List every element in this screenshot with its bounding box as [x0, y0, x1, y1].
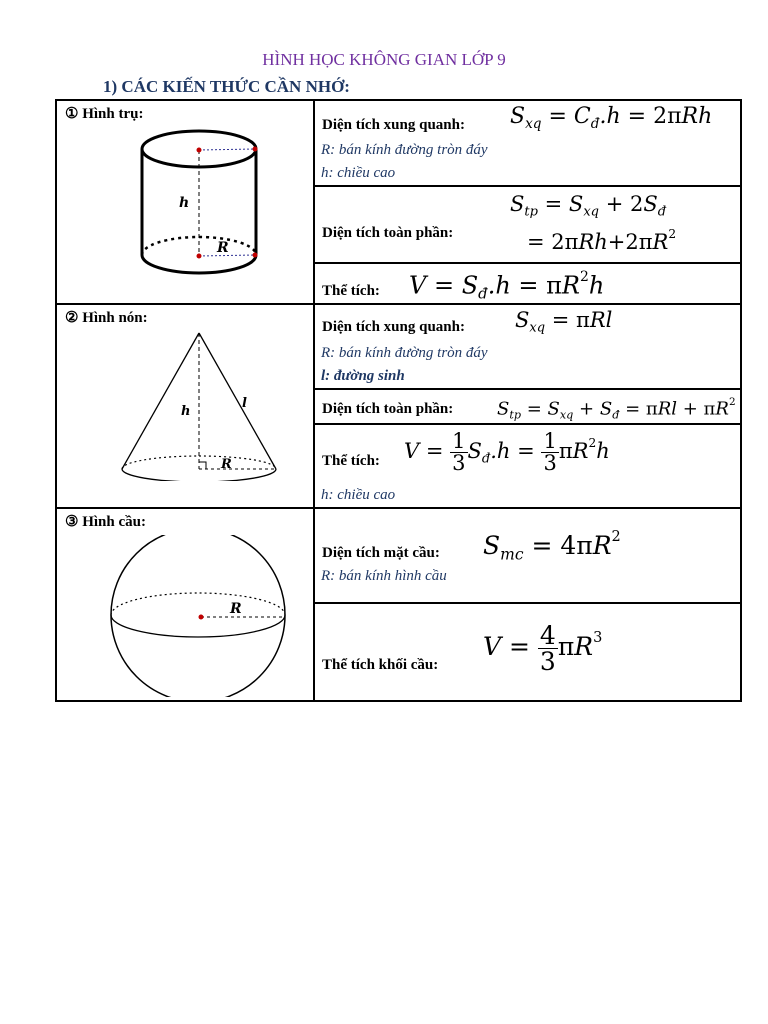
sphere-volume-formula: V = $\frac{4}{3}$ $\pi R^3$: [483, 621, 603, 676]
cylinder-total-formula-2: = $2\pi Rh+2\pi R^2$: [527, 227, 677, 254]
cone-volume-formula: V = $\frac{1}{3}$ $S_đ.h$ = $\frac{1}{3}$ $\pi R^2h$: [404, 429, 610, 475]
sphere-area-label: Diện tích mặt cầu:: [322, 545, 440, 561]
page-title: HÌNH HỌC KHÔNG GIAN LỚP 9: [262, 50, 506, 69]
sphere-figure: [108, 535, 288, 697]
sphere-heading: ③ Hình cầu:: [65, 514, 146, 530]
cone-total-formula: $S_{tp} = S_{xq} + S_đ = \pi Rl + \pi R^2$: [497, 396, 736, 422]
cylinder-volume-formula: $V = S_đ.h = \pi R^2h$: [409, 269, 605, 303]
cylinder-total-formula-1: $S_{tp} = S_{xq} + 2S_đ$: [510, 192, 667, 220]
formula-table: [55, 99, 742, 702]
column-divider: [313, 101, 315, 700]
cylinder-volume-label: Thể tích:: [322, 283, 380, 299]
cell-divider: [315, 388, 742, 390]
cone-lateral-label: Diện tích xung quanh:: [322, 319, 465, 335]
cone-heading: ② Hình nón:: [65, 310, 148, 326]
cylinder-heading: ① Hình trụ:: [65, 106, 144, 122]
cylinder-r-note: R: bán kính đường tròn đáy: [321, 142, 488, 158]
cone-h-note: h: chiều cao: [321, 487, 396, 503]
cylinder-h-note: h: chiều cao: [321, 165, 396, 181]
cone-lateral-formula: $S_{xq} = \pi Rl$: [515, 308, 613, 336]
cone-r-note: R: bán kính đường tròn đáy: [321, 345, 488, 361]
cylinder-figure: [137, 127, 261, 275]
sphere-r-label: R: [230, 601, 242, 617]
cone-volume-label: Thể tích:: [322, 453, 380, 469]
cone-h-label: h: [181, 404, 191, 419]
cylinder-total-label: Diện tích toàn phần:: [322, 225, 454, 241]
section-heading: 1) CÁC KIẾN THỨC CẦN NHỚ:: [103, 77, 350, 96]
row-divider-cone: [57, 303, 740, 305]
cone-figure: [119, 331, 279, 481]
cone-total-label: Diện tích toàn phần:: [322, 401, 454, 417]
sphere-area-formula: $S_{mc} = 4\pi R^2$: [483, 529, 621, 564]
cylinder-r-label: R: [217, 240, 229, 256]
cylinder-h-label: h: [179, 195, 190, 211]
cell-divider: [315, 602, 742, 604]
cone-r-label: R: [221, 457, 232, 472]
cone-l-note: [321, 368, 405, 385]
cylinder-lateral-label: Diện tích xung quanh:: [322, 117, 465, 133]
cell-divider: [315, 262, 742, 264]
cone-l-label: l: [242, 396, 247, 411]
cell-divider: [315, 423, 742, 425]
sphere-r-note: R: bán kính hình cầu: [321, 568, 447, 584]
row-divider-sphere: [57, 507, 740, 509]
cell-divider: [315, 185, 742, 187]
sphere-volume-label: Thể tích khối cầu:: [322, 657, 439, 673]
cone-l-note-text: l: đường sinh: [321, 368, 405, 384]
cylinder-lateral-formula: $S_{xq} = C_đ.h = 2\pi Rh$: [510, 104, 713, 132]
